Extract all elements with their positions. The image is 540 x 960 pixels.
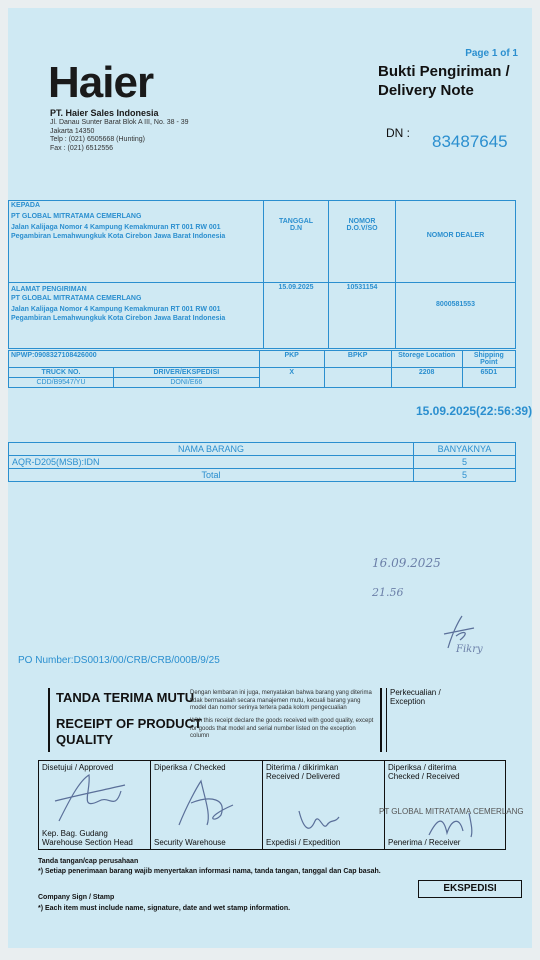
shipping-address: Jalan Kalijaga Nomor 4 Kampung Kemakmuran RT 001 RW 001 — [11, 306, 221, 313]
consignee-cell — [9, 201, 264, 283]
bpkp-label: BPKP — [324, 351, 391, 368]
header-info-table — [8, 200, 516, 349]
dealer-value: 8000581553 — [396, 283, 516, 349]
quality-receipt-box — [48, 688, 382, 752]
driver-value: DONI/E66 — [114, 378, 260, 388]
company-name: PT. Haier Sales Indonesia — [50, 108, 159, 118]
quality-heading-en: RECEIPT OF PRODUCT — [56, 716, 202, 731]
delivered-label-en: Received / Delivered — [266, 772, 340, 781]
document-title — [378, 62, 528, 100]
approved-label: Disetujui / Approved — [42, 763, 114, 772]
bpkp-value — [324, 368, 391, 388]
title-line: Bukti Pengiriman / — [378, 63, 510, 80]
item-qty: 5 — [414, 456, 516, 469]
nomor-header — [329, 201, 396, 283]
item-name-header: NAMA BARANG — [9, 443, 414, 456]
pkp-value: X — [259, 368, 324, 388]
company-address — [50, 119, 189, 153]
address-line: Telp : (021) 6505668 (Hunting) — [50, 136, 145, 143]
so-value: 10531154 — [329, 283, 396, 349]
quality-heading-id: TANDA TERIMA MUTU — [56, 690, 195, 705]
driver-label: DRIVER/EKSPEDISI — [114, 368, 260, 378]
dealer-header — [396, 201, 516, 283]
total-label: Total — [9, 469, 414, 482]
shipping-point-value: 65D1 — [462, 368, 515, 388]
shipping-point-label: Shipping Point — [462, 351, 515, 368]
consignee-name: PT GLOBAL MITRATAMA CEMERLANG — [11, 213, 142, 220]
title-line: Delivery Note — [378, 82, 474, 99]
pkp-label: PKP — [259, 351, 324, 368]
po-number: PO Number:DS0013/00/CRB/CRB/000B/9/25 — [18, 655, 220, 666]
dealer-label: NOMOR DEALER — [426, 232, 485, 239]
checked-cell — [151, 761, 263, 850]
checked-label: Diperiksa / Checked — [154, 763, 226, 772]
item-qty-header: BANYAKNYA — [414, 443, 516, 456]
total-qty: 5 — [414, 469, 516, 482]
receiver-cell — [379, 761, 524, 850]
dn-label: DN : — [386, 126, 410, 140]
handwritten-date: 16.09.2025 — [372, 556, 441, 570]
dn-number: 83487645 — [432, 132, 508, 151]
shipping-address-cell — [9, 283, 264, 349]
storage-value: 2208 — [391, 368, 462, 388]
delivery-note-sheet — [8, 8, 532, 948]
approved-title-en: Warehouse Section Head — [42, 838, 133, 847]
footer-note-id: *) Setiap penerimaan barang wajib menyertakan informasi nama, tanda tangan, tanggal dan Cap basah. — [38, 868, 381, 875]
receiver-label-id: Diperiksa / diterima — [388, 763, 457, 772]
checked-title: Security Warehouse — [154, 838, 226, 847]
exception-label-en: Exception — [390, 697, 426, 706]
approved-signature — [49, 771, 129, 831]
consignee-address: Jalan Kalijaga Nomor 4 Kampung Kemakmuran RT 001 RW 001 — [11, 224, 221, 231]
quality-text-en: With this receipt declare the goods received with good quality, except for goods that model and serial number listed on the exception column — [190, 718, 374, 739]
footer-sign-label: Tanda tangan/cap perusahaan — [38, 858, 139, 865]
approved-cell — [39, 761, 151, 850]
nomor-sub: D.O.V/SO — [346, 225, 378, 232]
truck-label: TRUCK NO. — [9, 368, 114, 378]
item-name: AQR-D205(MSB):IDN — [9, 456, 414, 469]
quality-text-id: Dengan lembaran ini juga, menyatakan bahwa barang yang diterima tidak bermasalah secara manajemen mutu, kecuali barang yang model dan nomor serinya tertera pada kolom pengecualian — [190, 690, 372, 711]
receiver-label-en: Checked / Received — [388, 772, 460, 781]
nomor-label: NOMOR — [348, 218, 376, 225]
address-line: Jl. Danau Sunter Barat Blok A III, No. 38 - 39 — [50, 119, 189, 126]
truck-value: CDD/B9547/YU — [9, 378, 114, 388]
npwp: NPWP:0908327108426000 — [9, 351, 260, 368]
quality-heading-en-2: QUALITY — [56, 732, 114, 747]
exception-column — [386, 688, 510, 752]
haier-logo: Haier — [48, 58, 154, 107]
delivered-cell — [263, 761, 385, 850]
address-line: Fax : (021) 6512556 — [50, 144, 114, 152]
print-timestamp: 15.09.2025(22:56:39) — [416, 404, 533, 418]
date-value: 15.09.2025 — [264, 283, 329, 349]
page-number: Page 1 of 1 — [465, 48, 518, 59]
approved-title — [42, 829, 133, 847]
tanggal-header — [264, 201, 329, 283]
signature-table — [38, 760, 524, 850]
receiver-signature — [425, 805, 485, 841]
consignee-address: Pegambiran Lemahwungkuk Kota Cirebon Jawa Barat Indonesia — [11, 233, 226, 240]
delivered-title: Expedisi / Expedition — [266, 838, 341, 847]
storage-label: Storege Location — [391, 351, 462, 368]
shipping-label: ALAMAT PENGIRIMAN — [11, 286, 87, 293]
delivered-signature — [293, 801, 343, 841]
initial-signature — [438, 614, 478, 650]
logistics-table — [8, 350, 516, 388]
exception-label: Perkecualian / — [390, 688, 441, 697]
handwritten-name: Fikry — [456, 644, 483, 655]
shipping-name: PT GLOBAL MITRATAMA CEMERLANG — [11, 295, 142, 302]
approved-title-id: Kep. Bag. Gudang — [42, 829, 108, 838]
checked-signature — [171, 775, 241, 831]
ekspedisi-label: EKSPEDISI — [418, 880, 522, 898]
receiver-title: Penerima / Receiver — [388, 838, 461, 847]
items-table — [8, 442, 516, 482]
tanggal-label: TANGGAL — [278, 218, 314, 225]
receiver-company-stamp: PT GLOBAL MITRATAMA CEMERLANG — [379, 807, 524, 816]
shipping-address: Pegambiran Lemahwungkuk Kota Cirebon Jawa Barat Indonesia — [11, 315, 226, 322]
footer-note-en: *) Each item must include name, signature, date and wet stamp information. — [38, 905, 291, 912]
consignee-label: KEPADA — [11, 202, 41, 209]
tanggal-sub: D.N — [289, 225, 303, 232]
address-line: Jakarta 14350 — [50, 127, 95, 135]
footer-sign-label-en: Company Sign / Stamp — [38, 894, 115, 901]
handwritten-time: 21.56 — [372, 586, 404, 599]
delivered-label-id: Diterima / dikirimkan — [266, 763, 339, 772]
